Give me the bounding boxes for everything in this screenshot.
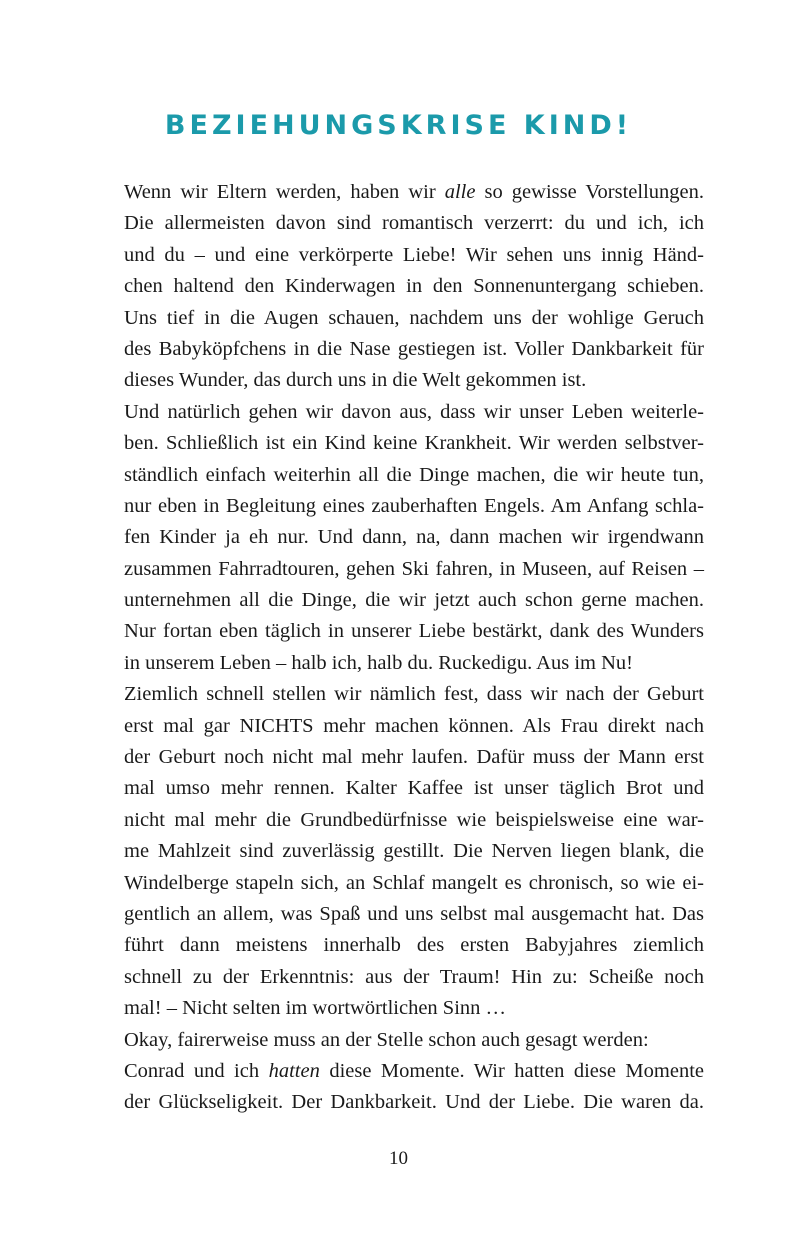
text-run: diese Momente. Wir hatten diese Momente xyxy=(319,1059,704,1082)
text-run: zusammen Fahrradtouren, gehen Ski fahren, in Museen, auf Reisen – xyxy=(124,557,704,580)
text-run: erst mal gar NICHTS mehr machen können. Als Frau direkt nach xyxy=(124,714,704,737)
text-run: und du – und eine verkörperte Liebe! Wir sehen uns innig Händ- xyxy=(124,243,704,266)
text-run: Ziemlich schnell stellen wir nämlich fest, dass wir nach der Geburt xyxy=(124,683,704,706)
text-run: des Babyköpfchens in die Nase gestiegen ist. Voller Dankbarkeit für xyxy=(124,337,704,360)
text-line xyxy=(124,334,704,365)
text-run: Conrad und ich xyxy=(124,1059,269,1082)
page-number: 10 xyxy=(389,1148,408,1169)
chapter-heading: BEZIEHUNGSKRISE KIND! xyxy=(164,110,633,141)
text-line xyxy=(124,491,704,522)
text-line xyxy=(124,962,704,993)
text-line xyxy=(124,868,704,899)
text-line xyxy=(124,303,704,334)
text-line xyxy=(124,460,704,491)
text-run: Uns tief in die Augen schauen, nachdem uns der wohlige Geruch xyxy=(124,306,704,329)
text-line xyxy=(124,993,704,1024)
italic-text: alle xyxy=(444,181,476,203)
text-line xyxy=(124,271,704,302)
text-run: der Glückseligkeit. Der Dankbarkeit. Und der Liebe. Die waren da. xyxy=(124,1091,704,1114)
text-run: in unserem Leben – halb ich, halb du. Ruckedigu. Aus im Nu! xyxy=(124,651,633,674)
text-run: mal! – Nicht selten im wortwörtlichen Sinn … xyxy=(124,997,507,1020)
text-line xyxy=(124,208,704,239)
text-run: gentlich an allem, was Spaß und uns selbst mal ausgemacht hat. Das xyxy=(124,902,704,925)
text-line xyxy=(124,930,704,961)
text-run: nicht mal mehr die Grundbedürfnisse wie beispielsweise eine war- xyxy=(124,808,704,831)
text-run: chen haltend den Kinderwagen in den Sonnenuntergang schieben. xyxy=(124,275,704,298)
text-run: so gewisse Vorstellungen. xyxy=(475,181,705,203)
text-run: ben. Schließlich ist ein Kind keine Krankheit. Wir werden selbstver- xyxy=(124,432,704,455)
chapter-body-text xyxy=(124,177,704,1119)
text-run: Nur fortan eben täglich in unserer Liebe bestärkt, dank des Wunders xyxy=(124,620,704,643)
text-run: Die allermeisten davon sind romantisch verzerrt: du und ich, ich xyxy=(124,212,704,235)
text-run: ständlich einfach weiterhin all die Dinge machen, die wir heute tun, xyxy=(124,463,704,486)
text-run: Wenn wir Eltern werden, haben wir xyxy=(124,181,445,203)
text-line xyxy=(124,1056,704,1087)
italic-text: hatten xyxy=(268,1059,320,1082)
text-run: unternehmen all die Dinge, die wir jetzt auch schon gerne machen. xyxy=(124,589,704,612)
text-run: Windelberge stapeln sich, an Schlaf mangelt es chronisch, so wie ei- xyxy=(124,871,704,894)
text-line xyxy=(124,397,704,428)
text-run: Okay, fairerweise muss an der Stelle schon auch gesagt werden: xyxy=(124,1028,649,1051)
text-line xyxy=(124,805,704,836)
text-run: dieses Wunder, das durch uns in die Welt gekommen ist. xyxy=(124,369,587,392)
text-line xyxy=(124,177,704,208)
text-line xyxy=(124,742,704,773)
text-line xyxy=(124,711,704,742)
text-line xyxy=(124,836,704,867)
text-line xyxy=(124,899,704,930)
text-run: me Mahlzeit sind zuverlässig gestillt. Die Nerven liegen blank, die xyxy=(124,840,704,863)
text-run: der Geburt noch nicht mal mehr laufen. Dafür muss der Mann erst xyxy=(124,746,704,769)
text-run: führt dann meistens innerhalb des ersten Babyjahres ziemlich xyxy=(124,934,704,957)
text-line xyxy=(124,1025,704,1056)
text-run: nur eben in Begleitung eines zauberhaften Engels. Am Anfang schla- xyxy=(124,494,704,517)
text-line xyxy=(124,648,704,679)
text-run: fen Kinder ja eh nur. Und dann, na, dann machen wir irgendwann xyxy=(124,526,704,549)
text-line xyxy=(124,365,704,396)
text-run: schnell zu der Erkenntnis: aus der Traum! Hin zu: Scheiße noch xyxy=(124,965,704,988)
text-line xyxy=(124,585,704,616)
text-line xyxy=(124,679,704,710)
text-line xyxy=(124,1087,704,1118)
text-run: mal umso mehr rennen. Kalter Kaffee ist unser täglich Brot und xyxy=(124,777,704,800)
text-line xyxy=(124,428,704,459)
text-line xyxy=(124,773,704,804)
text-line xyxy=(124,240,704,271)
text-line xyxy=(124,522,704,553)
text-line xyxy=(124,554,704,585)
text-line xyxy=(124,616,704,647)
text-run: Und natürlich gehen wir davon aus, dass wir unser Leben weiterle- xyxy=(124,400,704,423)
